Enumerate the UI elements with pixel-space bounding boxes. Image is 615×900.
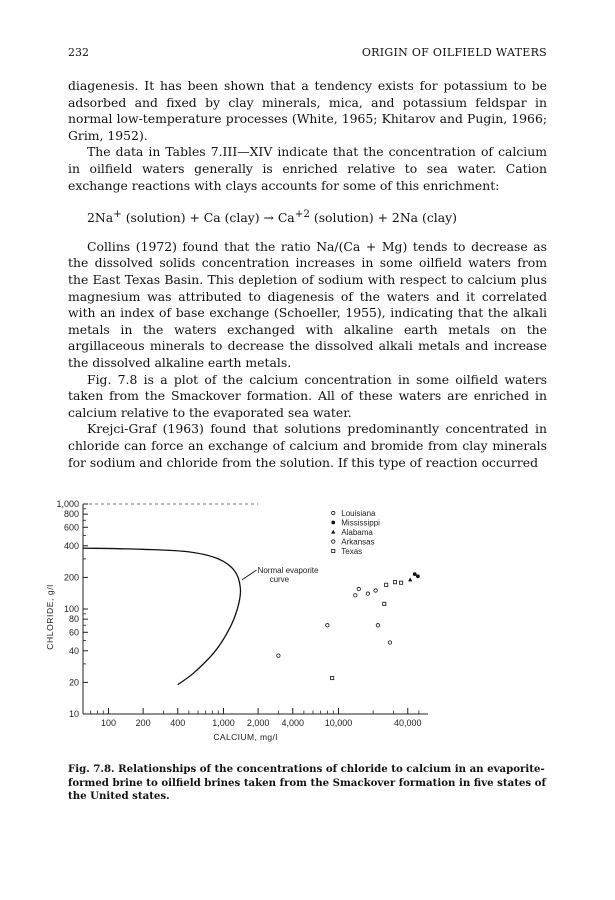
data-point-mississippi: [413, 572, 417, 576]
evaporite-curve: [83, 548, 241, 685]
legend-marker: [331, 530, 335, 534]
data-point-arkansas: [376, 624, 379, 627]
y-tick-label: 100: [63, 604, 79, 614]
body-text: [68, 78, 547, 471]
data-point-arkansas: [388, 641, 391, 644]
legend-label: Louisiana: [341, 509, 376, 518]
y-tick-label: 40: [68, 645, 79, 656]
x-tick-label: 10,000: [324, 718, 353, 728]
legend-label: Alabama: [341, 528, 373, 537]
x-tick-label: 200: [135, 718, 151, 728]
equation-rhs-charge: +2: [294, 208, 310, 221]
legend-marker: [332, 549, 335, 552]
y-tick-label: 80: [68, 614, 79, 625]
x-tick-label: 1,000: [212, 718, 235, 728]
x-tick-label: 2,000: [246, 718, 270, 728]
y-tick-label: 60: [68, 627, 79, 638]
paragraph-4: Collins (1972) found that the ratio Na/(Ca + Mg) tends to decrease as the dissolved solids concentration increases in some oilfield waters from the East Texas Basin. This depletion of sodium with respect to calcium plus magnesium was attributed to diagenesis of the waters and it correlated with an index of base exchange (Schoeller, 1955), indicating that the alkali metals in the waters exchanged with alkaline earth metals on the argillaceous minerals to decrease the dissolved alkali metals and increase the dissolved alkaline earth metals.: [68, 238, 547, 371]
data-point-louisiana: [354, 594, 357, 597]
y-tick-label: 400: [63, 540, 79, 551]
legend-label: Texas: [341, 547, 363, 556]
exchange-equation: [87, 206, 547, 227]
data-point-texas: [385, 583, 388, 586]
y-tick-label: 1,000: [56, 499, 79, 509]
curve-annotation-line2: curve: [269, 575, 290, 585]
page-number: 232: [68, 46, 89, 59]
page-header: [68, 46, 547, 62]
figure-7-8: [40, 490, 440, 750]
paragraph-5: Fig. 7.8 is a plot of the calcium concentration in some oilfield waters taken from the Smackover formation. All of these waters are enriched in calcium relative to the evaporated sea water.: [68, 371, 547, 420]
annotation-leader: [242, 570, 256, 580]
data-point-texas: [331, 676, 334, 679]
legend-label: Arkansas: [341, 537, 375, 547]
y-tick-label: 20: [68, 677, 79, 688]
data-point-arkansas: [357, 587, 360, 590]
equation-lhs-charge: +: [113, 208, 122, 221]
equation-lhs: 2Na: [87, 210, 114, 226]
paragraph-2: The data in Tables 7.III—XIV indicate that the concentration of calcium in oilfield waters generally is enriched relative to sea water. Cation exchange reactions with clays accounts for some of this enrichment:: [68, 144, 547, 193]
x-tick-label: 4,000: [281, 718, 305, 728]
y-tick-label: 600: [63, 522, 79, 533]
data-point-mississippi: [416, 574, 420, 578]
data-point-texas: [399, 581, 402, 584]
y-tick-label: 800: [63, 509, 79, 520]
data-point-texas: [383, 602, 386, 605]
equation-middle: (solution) + Ca (clay) → Ca: [121, 210, 295, 226]
data-point-arkansas: [326, 624, 329, 627]
data-point-arkansas: [374, 589, 377, 592]
figure-caption: Fig. 7.8. Relationships of the concentrations of chloride to calcium in an evaporite-formed brine to oilfield brines taken from the Smackover formation in five states of the United states.: [68, 763, 546, 803]
running-title: ORIGIN OF OILFIELD WATERS: [361, 46, 547, 59]
y-axis-label: CHLORIDE, g/l: [45, 584, 55, 650]
equation-rhs: (solution) + 2Na (clay): [309, 210, 457, 226]
legend-marker: [332, 511, 335, 514]
x-tick-label: 100: [100, 718, 117, 728]
paragraph-6: Krejci-Graf (1963) found that solutions predominantly concentrated in chloride can force an exchange of calcium and bromide from clay minerals for sodium and chloride from the solution. If this type of reaction occurred: [68, 421, 547, 470]
paragraph-1: diagenesis. It has been shown that a tendency exists for potassium to be adsorbed and fixed by clay minerals, mica, and potassium feldspar in normal low-temperature processes (White, 1965; Khitarov and Pugin, 1966; Grim, 1952).: [68, 78, 547, 143]
curve-annotation-line1: Normal evaporite: [257, 566, 319, 576]
data-point-alabama: [408, 578, 412, 582]
chloride-calcium-chart: [40, 490, 440, 745]
x-tick-label: 400: [170, 718, 186, 728]
x-tick-label: 40,000: [393, 718, 422, 728]
x-axis-label: CALCIUM, mg/l: [213, 732, 278, 742]
legend-label: Mississippi: [341, 518, 380, 528]
y-tick-label: 200: [63, 572, 79, 583]
legend-marker: [331, 521, 335, 525]
data-point-arkansas: [277, 654, 280, 657]
y-tick-label: 10: [68, 709, 79, 719]
legend-marker: [332, 540, 335, 543]
data-point-texas: [393, 581, 396, 584]
data-point-louisiana: [366, 592, 369, 595]
